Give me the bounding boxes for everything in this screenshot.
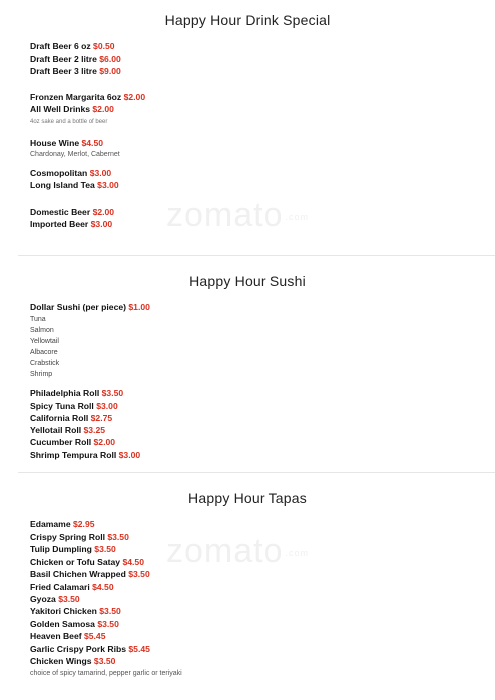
menu-item: Gyoza $3.50 xyxy=(30,594,80,604)
menu-item: Golden Samosa $3.50 xyxy=(30,619,119,629)
menu-item: Yakitori Chicken $3.50 xyxy=(30,606,121,616)
menu-item: Draft Beer 3 litre $9.00 xyxy=(30,66,121,76)
menu-item: Draft Beer 6 oz $0.50 xyxy=(30,41,115,51)
sushi-type: Salmon xyxy=(30,327,54,334)
menu-item: Edamame $2.95 xyxy=(30,519,95,529)
menu-item: Cucumber Roll $2.00 xyxy=(30,437,116,447)
menu-item: Chicken or Tofu Satay $4.50 xyxy=(30,557,144,567)
section-title-tapas: Happy Hour Tapas xyxy=(188,490,307,506)
menu-item: Domestic Beer $2.00 xyxy=(30,207,115,217)
menu-item: Cosmopolitan $3.00 xyxy=(30,168,112,178)
section-divider xyxy=(18,255,495,256)
menu-item: Crispy Spring Roll $3.50 xyxy=(30,532,129,542)
sushi-type: Yellowtail xyxy=(30,338,59,345)
menu-item: Yellotail Roll $3.25 xyxy=(30,425,106,435)
menu-item: Heaven Beef $5.45 xyxy=(30,631,106,641)
menu-item: Spicy Tuna Roll $3.00 xyxy=(30,401,118,411)
menu-item: House Wine $4.50 xyxy=(30,138,104,148)
menu-item: Tulip Dumpling $3.50 xyxy=(30,544,116,554)
item-note: Chardonay, Merlot, Cabernet xyxy=(30,151,120,158)
menu-item: Imported Beer $3.00 xyxy=(30,219,113,229)
sushi-type: Albacore xyxy=(30,349,58,356)
menu-item: Dollar Sushi (per piece) $1.00 xyxy=(30,302,150,312)
sushi-type: Crabstick xyxy=(30,360,60,367)
section-title-sushi: Happy Hour Sushi xyxy=(189,273,306,289)
sushi-type: Tuna xyxy=(30,316,46,323)
section-divider xyxy=(18,472,495,473)
menu-item: All Well Drinks $2.00 xyxy=(30,104,114,114)
menu-item: Shrimp Tempura Roll $3.00 xyxy=(30,450,141,460)
watermark: zomato .com xyxy=(166,196,310,234)
sushi-type: Shrimp xyxy=(30,371,53,378)
menu-item: Chicken Wings $3.50 xyxy=(30,656,116,666)
menu-item: Draft Beer 2 litre $6.00 xyxy=(30,54,121,64)
watermark: zomato .com xyxy=(166,532,310,570)
item-note: 4oz sake and a bottle of beer xyxy=(30,119,108,125)
menu-item: Long Island Tea $3.00 xyxy=(30,180,119,190)
section-title-drinks: Happy Hour Drink Special xyxy=(164,12,331,28)
menu-item: Basil Chichen Wrapped $3.50 xyxy=(30,569,150,579)
menu-item: Fried Calamari $4.50 xyxy=(30,582,114,592)
menu-item: California Roll $2.75 xyxy=(30,413,113,423)
menu-item: Philadelphia Roll $3.50 xyxy=(30,388,124,398)
menu-item: Fronzen Margarita 6oz $2.00 xyxy=(30,92,146,102)
menu-item: Garlic Crispy Pork Ribs $5.45 xyxy=(30,644,150,654)
item-note: choice of spicy tamarind, pepper garlic or teriyaki xyxy=(30,670,182,677)
